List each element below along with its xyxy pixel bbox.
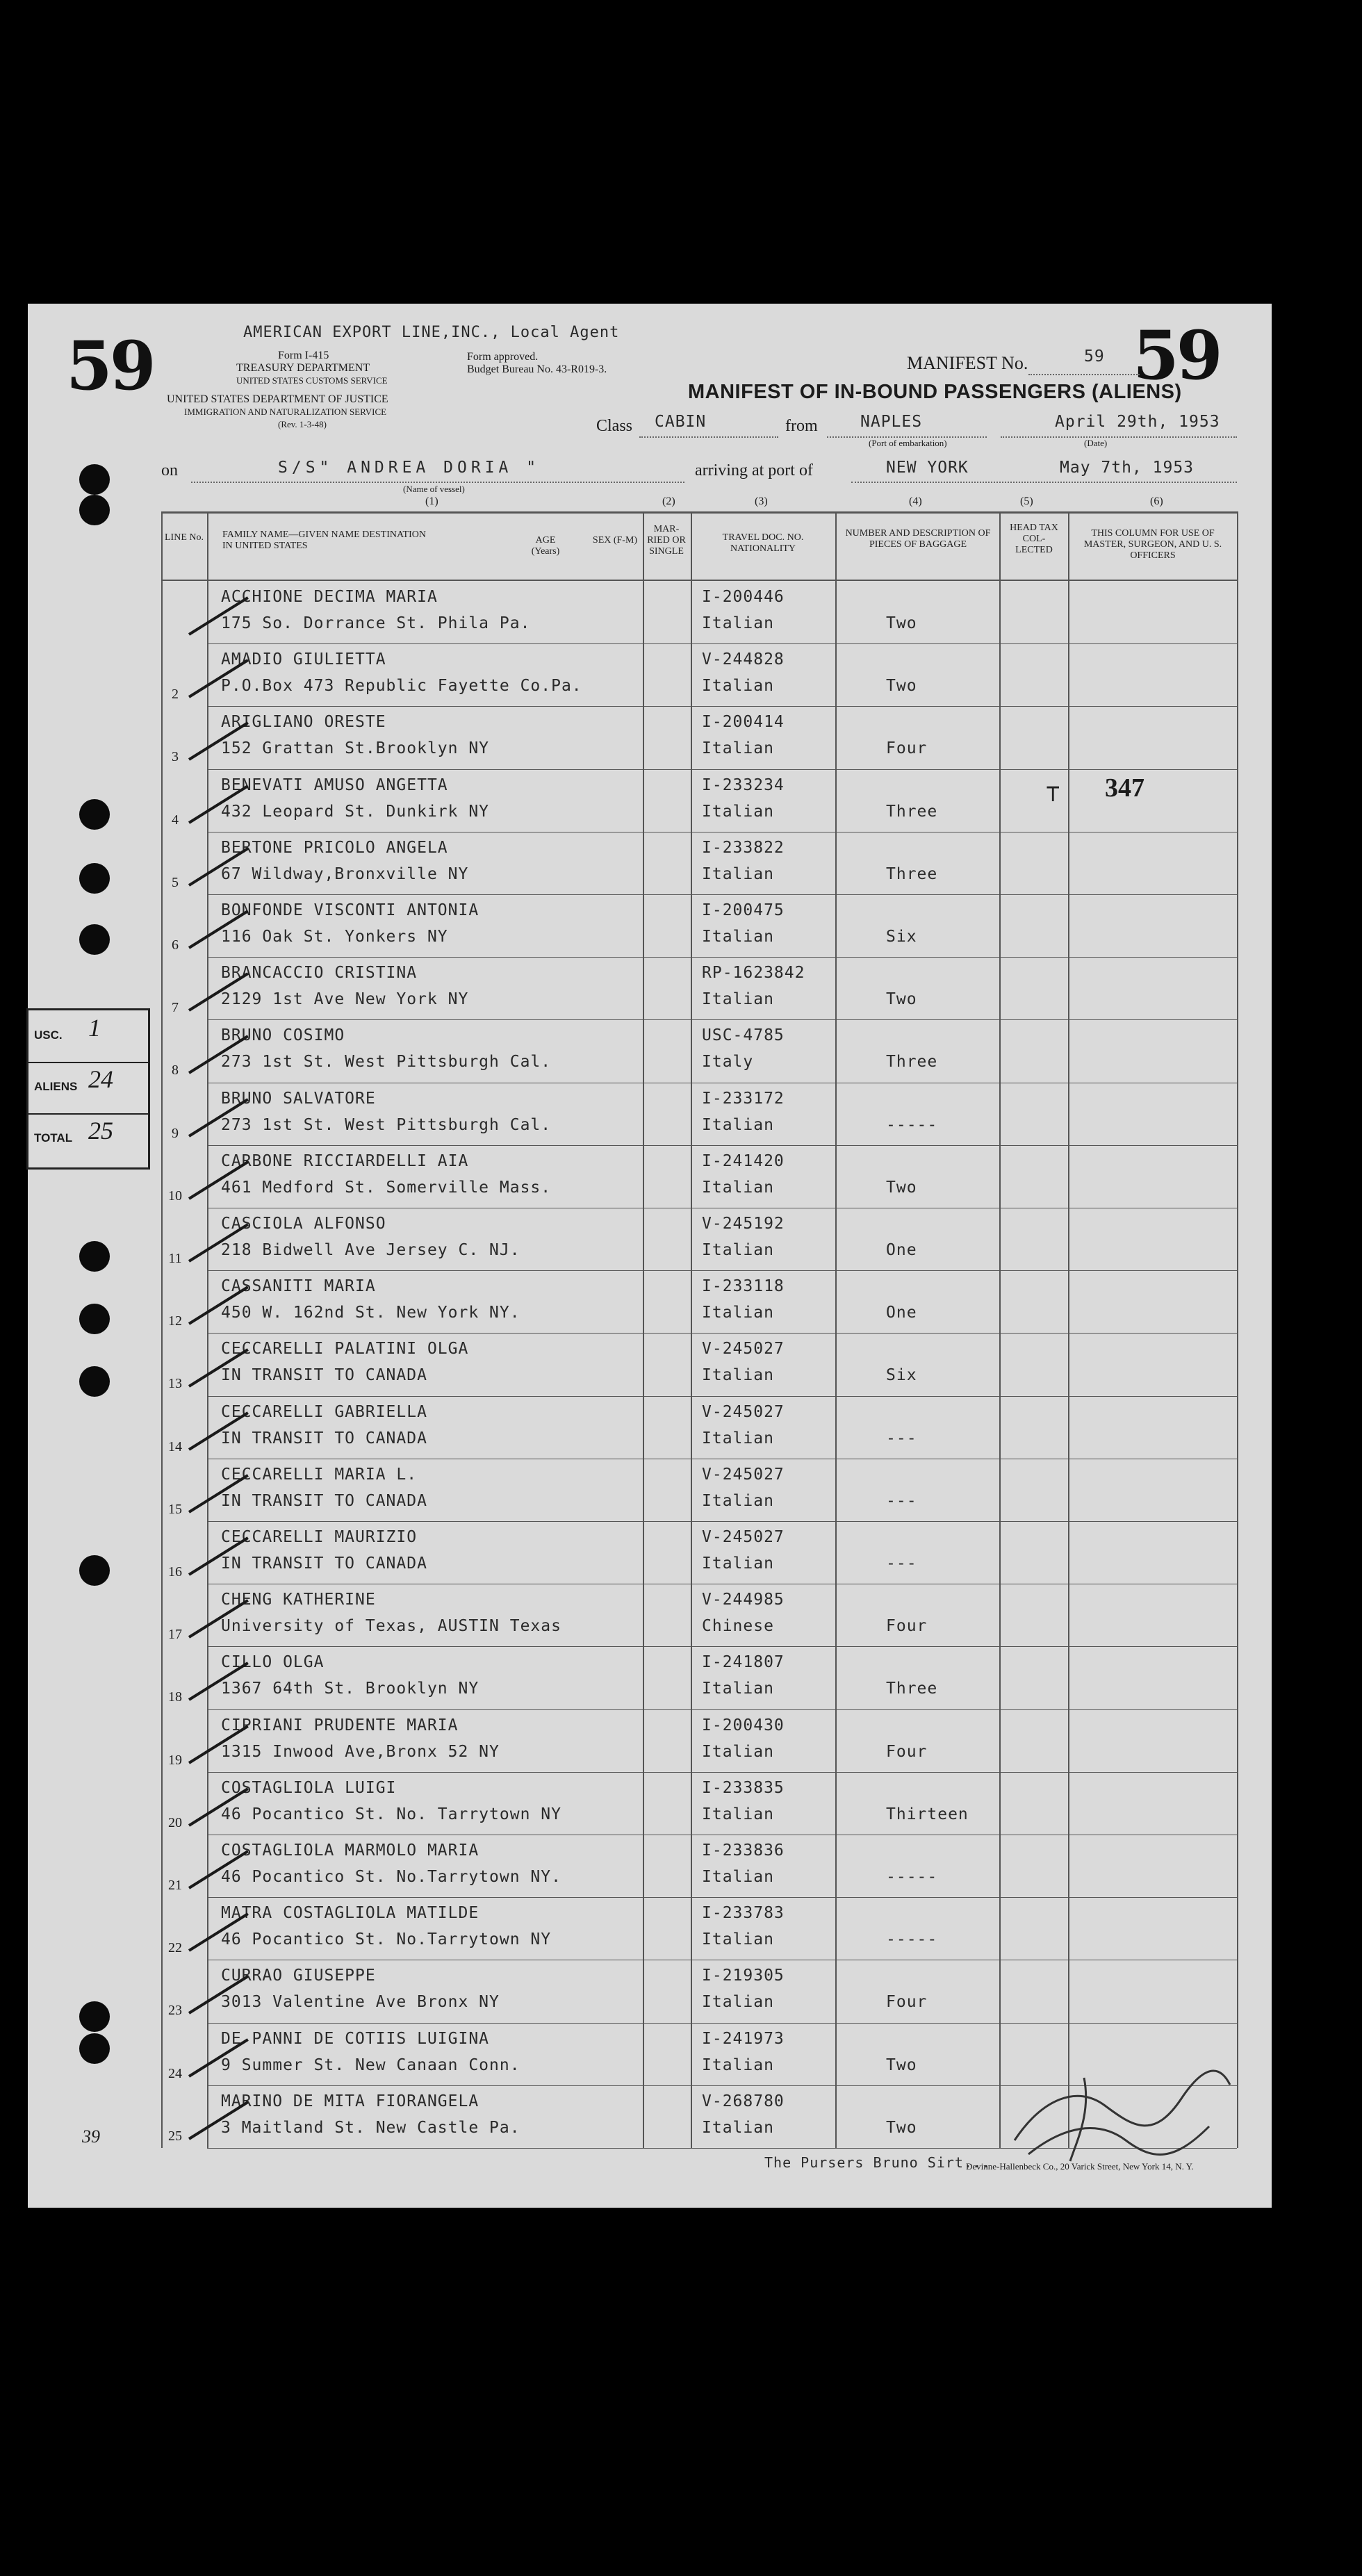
baggage-count: ---: [886, 1429, 917, 1447]
baggage-count: -----: [886, 1868, 938, 1886]
nationality: Italian: [702, 2118, 774, 2137]
class-value: CABIN: [655, 413, 707, 431]
baggage-count: Four: [886, 1993, 928, 2012]
punch-hole: [79, 863, 110, 894]
row-divider: [207, 1019, 1237, 1020]
baggage-count: Three: [886, 802, 938, 821]
row-divider: [207, 1646, 1237, 1647]
col-header-age: AGE (Years): [531, 535, 560, 557]
table-top-border: [161, 511, 1237, 514]
departure-date: April 29th, 1953: [1055, 413, 1220, 431]
travel-doc-number: I-200430: [702, 1716, 785, 1734]
passenger-destination: 46 Pocantico St. No. Tarrytown NY: [221, 1805, 561, 1823]
line-number: 25: [168, 2128, 182, 2144]
line-number: 24: [168, 2065, 182, 2081]
col-header-officers: THIS COLUMN FOR USE OF MASTER, SURGEON, AND U. S. OFFICERS: [1083, 528, 1222, 561]
manifest-page: [28, 304, 1272, 2208]
passenger-destination: IN TRANSIT TO CANADA: [221, 1429, 427, 1447]
manifest-number-left: 59: [66, 327, 154, 405]
baggage-count: One: [886, 1241, 917, 1259]
line-number: 7: [172, 1000, 179, 1016]
officer-signature: [1001, 2057, 1237, 2168]
passenger-name: CHENG KATHERINE: [221, 1591, 376, 1609]
row-divider: [207, 894, 1237, 895]
budget-bureau: Budget Bureau No. 43-R019-3.: [467, 363, 607, 375]
passenger-name: CASSANITI MARIA: [221, 1277, 376, 1296]
nationality: Italian: [702, 1868, 774, 1886]
passenger-destination: IN TRANSIT TO CANADA: [221, 1554, 427, 1573]
nationality: Italian: [702, 1805, 774, 1823]
passenger-destination: 175 So. Dorrance St. Phila Pa.: [221, 614, 531, 632]
travel-doc-number: I-241420: [702, 1151, 785, 1170]
nationality: Italian: [702, 739, 774, 758]
punch-hole: [79, 924, 110, 955]
baggage-count: Two: [886, 990, 917, 1009]
travel-doc-number: I-241807: [702, 1653, 785, 1672]
vessel-caption: (Name of vessel): [403, 484, 465, 494]
arriving-label: arriving at port of: [695, 461, 813, 479]
passenger-destination: 3 Maitland St. New Castle Pa.: [221, 2118, 520, 2137]
col-number-1: (1): [425, 495, 438, 507]
line-number: 11: [168, 1251, 182, 1266]
nationality: Italian: [702, 1304, 774, 1322]
nationality: Italy: [702, 1053, 754, 1072]
travel-doc-number: V-245027: [702, 1402, 785, 1421]
passenger-name: AMADIO GIULIETTA: [221, 650, 386, 669]
col-number-3: (3): [755, 495, 768, 507]
passenger-destination: 450 W. 162nd St. New York NY.: [221, 1304, 520, 1322]
baggage-count: Three: [886, 864, 938, 883]
nationality: Italian: [702, 1491, 774, 1510]
passenger-name: BRUNO COSIMO: [221, 1026, 345, 1045]
travel-doc-number: I-200414: [702, 713, 785, 732]
agent-line: AMERICAN EXPORT LINE,INC., Local Agent: [243, 324, 620, 341]
passenger-name: CARBONE RICCIARDELLI AIA: [221, 1151, 469, 1170]
col-header-sex: SEX (F-M): [592, 535, 638, 545]
passenger-name: BERTONE PRICOLO ANGELA: [221, 838, 448, 857]
passenger-name: MATRA COSTAGLIOLA MATILDE: [221, 1904, 479, 1923]
baggage-count: One: [886, 1304, 917, 1322]
nationality: Italian: [702, 1429, 774, 1447]
line-number: 21: [168, 1878, 182, 1893]
nationality: Italian: [702, 614, 774, 632]
passenger-destination: 46 Pocantico St. No.Tarrytown NY.: [221, 1868, 561, 1886]
row-divider: [207, 1270, 1237, 1271]
punch-hole: [79, 1241, 110, 1272]
baggage-count: ---: [886, 1491, 917, 1510]
baggage-count: Two: [886, 1178, 917, 1197]
on-label: on: [161, 461, 178, 479]
nationality: Italian: [702, 1680, 774, 1698]
line-number: 22: [168, 1940, 182, 1956]
col-header-married: MAR-RIED OR SINGLE: [647, 524, 686, 557]
baggage-count: Two: [886, 2118, 917, 2137]
passenger-destination: P.O.Box 473 Republic Fayette Co.Pa.: [221, 677, 582, 696]
passenger-name: CECCARELLI MARIA L.: [221, 1465, 418, 1484]
travel-doc-number: V-268780: [702, 2092, 785, 2110]
travel-doc-number: RP-1623842: [702, 964, 805, 983]
nationality: Chinese: [702, 1617, 774, 1636]
nationality: Italian: [702, 1178, 774, 1197]
row-divider: [207, 1897, 1237, 1898]
total-count: TOTAL 25: [34, 1117, 113, 1145]
baggage-count: -----: [886, 1115, 938, 1134]
passenger-name: DE PANNI DE COTIIS LUIGINA: [221, 2029, 490, 2048]
passenger-destination: 461 Medford St. Somerville Mass.: [221, 1178, 552, 1197]
row-divider: [207, 1709, 1237, 1710]
passenger-destination: IN TRANSIT TO CANADA: [221, 1491, 427, 1510]
passenger-destination: 116 Oak St. Yonkers NY: [221, 928, 448, 946]
passenger-destination: 46 Pocantico St. No.Tarrytown NY: [221, 1930, 552, 1949]
col-number-5: (5): [1020, 495, 1033, 507]
immigration-service: IMMIGRATION AND NATURALIZATION SERVICE: [184, 407, 387, 417]
col-header-line: LINE No.: [165, 532, 204, 543]
line-number: 14: [168, 1438, 182, 1454]
line-number: 6: [172, 937, 179, 953]
manifest-no-label: MANIFEST No.: [907, 353, 1028, 373]
passenger-name: BRANCACCIO CRISTINA: [221, 964, 418, 983]
nationality: Italian: [702, 928, 774, 946]
baggage-count: Two: [886, 2056, 917, 2074]
travel-doc-number: V-244828: [702, 650, 785, 669]
row-divider: [207, 957, 1237, 958]
nationality: Italian: [702, 2056, 774, 2074]
travel-doc-number: I-233822: [702, 838, 785, 857]
travel-doc-number: I-233172: [702, 1089, 785, 1108]
travel-doc-number: I-233835: [702, 1778, 785, 1797]
passenger-name: CIPRIANI PRUDENTE MARIA: [221, 1716, 459, 1734]
form-revision: (Rev. 1-3-48): [278, 419, 327, 429]
line-number: 18: [168, 1689, 182, 1705]
line-number: 16: [168, 1564, 182, 1580]
from-label: from: [785, 417, 818, 435]
travel-doc-number: V-245027: [702, 1465, 785, 1484]
baggage-count: Three: [886, 1680, 938, 1698]
passenger-name: BRUNO SALVATORE: [221, 1089, 376, 1108]
travel-doc-number: V-245027: [702, 1528, 785, 1546]
line-number: 20: [168, 1814, 182, 1830]
baggage-count: Four: [886, 1617, 928, 1636]
department-of-justice: UNITED STATES DEPARTMENT OF JUSTICE: [167, 393, 388, 405]
punch-hole: [79, 464, 110, 495]
passenger-destination: IN TRANSIT TO CANADA: [221, 1366, 427, 1385]
nationality: Italian: [702, 1742, 774, 1761]
baggage-count: Four: [886, 1742, 928, 1761]
passenger-name: CASCIOLA ALFONSO: [221, 1215, 386, 1233]
passenger-name: CECCARELLI GABRIELLA: [221, 1402, 427, 1421]
baggage-count: Two: [886, 677, 917, 696]
nationality: Italian: [702, 1930, 774, 1949]
row-divider: [207, 2023, 1237, 2024]
passenger-destination: 273 1st St. West Pittsburgh Cal.: [221, 1115, 552, 1134]
punch-hole: [79, 2033, 110, 2064]
punch-hole: [79, 1555, 110, 1586]
passenger-destination: 152 Grattan St.Brooklyn NY: [221, 739, 490, 758]
passenger-name: ARIGLIANO ORESTE: [221, 713, 386, 732]
line-number: 10: [168, 1188, 182, 1204]
passenger-destination: 1367 64th St. Brooklyn NY: [221, 1680, 479, 1698]
nationality: Italian: [702, 864, 774, 883]
col-number-2: (2): [662, 495, 675, 507]
passenger-destination: 2129 1st Ave New York NY: [221, 990, 469, 1009]
date-caption: (Date): [1084, 438, 1108, 448]
nationality: Italian: [702, 1115, 774, 1134]
passenger-name: CURRAO GIUSEPPE: [221, 1967, 376, 1985]
nationality: Italian: [702, 1366, 774, 1385]
passenger-name: CILLO OLGA: [221, 1653, 325, 1672]
nationality: Italian: [702, 1241, 774, 1259]
line-number: 12: [168, 1313, 182, 1329]
table-header-border: [161, 580, 1237, 581]
arrival-port: NEW YORK: [886, 459, 969, 477]
line-number: 2: [172, 687, 179, 703]
baggage-count: -----: [886, 1930, 938, 1949]
travel-doc-number: I-233836: [702, 1841, 785, 1860]
class-label: Class: [596, 417, 633, 435]
line-number: 15: [168, 1501, 182, 1517]
punch-hole: [79, 1366, 110, 1397]
punch-hole: [79, 799, 110, 830]
printer-imprint: Devinne-Hallenbeck Co., 20 Varick Street, New York 14, N. Y.: [966, 2161, 1194, 2172]
row-divider: [207, 1145, 1237, 1146]
line-number: 4: [172, 812, 179, 828]
travel-doc-number: V-245192: [702, 1215, 785, 1233]
nationality: Italian: [702, 1554, 774, 1573]
travel-doc-number: USC-4785: [702, 1026, 785, 1045]
col-header-baggage: NUMBER AND DESCRIPTION OF PIECES OF BAGGAGE: [845, 528, 991, 550]
travel-doc-number: I-200446: [702, 588, 785, 606]
line-number: 9: [172, 1125, 179, 1141]
baggage-count: ---: [886, 1554, 917, 1573]
travel-doc-number: V-244985: [702, 1591, 785, 1609]
nationality: Italian: [702, 802, 774, 821]
passenger-destination: 67 Wildway,Bronxville NY: [221, 864, 469, 883]
manifest-number-right: 59: [1133, 316, 1220, 395]
punch-hole: [79, 495, 110, 525]
line-number: 8: [172, 1063, 179, 1078]
baggage-count: Two: [886, 614, 917, 632]
baggage-count: Three: [886, 1053, 938, 1072]
port-of-embarkation: NAPLES: [860, 413, 923, 431]
passenger-destination: 9 Summer St. New Canaan Conn.: [221, 2056, 520, 2074]
vessel-name: S/S" ANDREA DORIA ": [278, 459, 541, 477]
col-header-head-tax: HEAD TAX COL-LECTED: [1010, 523, 1058, 555]
form-approved: Form approved.: [467, 351, 539, 363]
tick-mark: ⊤: [1046, 780, 1060, 807]
travel-doc-number: I-200475: [702, 901, 785, 919]
line-number: 3: [172, 749, 179, 765]
col-header-name: FAMILY NAME—GIVEN NAME DESTINATION IN UNITED STATES: [222, 530, 426, 551]
travel-doc-number: I-233118: [702, 1277, 785, 1296]
row-divider: [207, 643, 1237, 644]
passenger-name: COSTAGLIOLA MARMOLO MARIA: [221, 1841, 479, 1860]
col-header-travel-doc: TRAVEL DOC. NO. NATIONALITY: [722, 532, 804, 554]
line-number: 13: [168, 1376, 182, 1392]
passenger-name: CECCARELLI PALATINI OLGA: [221, 1340, 469, 1359]
passenger-name: BENEVATI AMUSO ANGETTA: [221, 776, 448, 794]
passenger-name: ACCHIONE DECIMA MARIA: [221, 588, 438, 606]
passenger-name: BONFONDE VISCONTI ANTONIA: [221, 901, 479, 919]
line-number: 5: [172, 874, 179, 890]
manifest-title: MANIFEST OF IN-BOUND PASSENGERS (ALIENS): [688, 381, 1182, 403]
row-divider: [207, 1333, 1237, 1334]
manifest-no-value: 59: [1084, 347, 1105, 366]
passenger-destination: 273 1st St. West Pittsburgh Cal.: [221, 1053, 552, 1072]
passenger-destination: 432 Leopard St. Dunkirk NY: [221, 802, 490, 821]
row-divider: [207, 1396, 1237, 1397]
nationality: Italian: [702, 677, 774, 696]
nationality: Italian: [702, 1993, 774, 2012]
row-divider: [207, 1772, 1237, 1773]
arrival-date: May 7th, 1953: [1060, 459, 1195, 477]
purser-signature-line: The Pursers Bruno Sirt...: [764, 2154, 992, 2171]
travel-doc-number: V-245027: [702, 1340, 785, 1359]
passenger-destination: 3013 Valentine Ave Bronx NY: [221, 1993, 500, 2012]
aliens-count: ALIENS 24: [28, 1062, 148, 1115]
travel-doc-number: I-233783: [702, 1904, 785, 1923]
punch-hole: [79, 1304, 110, 1334]
margin-note: 39: [82, 2126, 100, 2147]
passenger-destination: 218 Bidwell Ave Jersey C. NJ.: [221, 1241, 520, 1259]
treasury-department: TREASURY DEPARTMENT: [236, 362, 370, 374]
customs-service: UNITED STATES CUSTOMS SERVICE: [236, 375, 388, 386]
passenger-name: MARINO DE MITA FIORANGELA: [221, 2092, 479, 2110]
col-number-6: (6): [1150, 495, 1163, 507]
port-caption: (Port of embarkation): [869, 438, 947, 448]
nationality: Italian: [702, 990, 774, 1009]
punch-hole: [79, 2001, 110, 2032]
passenger-destination: 1315 Inwood Ave,Bronx 52 NY: [221, 1742, 500, 1761]
passenger-destination: University of Texas, AUSTIN Texas: [221, 1617, 561, 1636]
line-number: 23: [168, 2003, 182, 2019]
passenger-name: COSTAGLIOLA LUIGI: [221, 1778, 397, 1797]
row-divider: [207, 706, 1237, 707]
line-number: 17: [168, 1627, 182, 1643]
travel-doc-number: I-219305: [702, 1967, 785, 1985]
col-number-4: (4): [909, 495, 922, 507]
travel-doc-number: I-241973: [702, 2029, 785, 2048]
baggage-count: Thirteen: [886, 1805, 969, 1823]
form-number: Form I-415: [278, 350, 329, 361]
passenger-count-box: [26, 1008, 150, 1170]
baggage-count: Six: [886, 928, 917, 946]
baggage-count: Six: [886, 1366, 917, 1385]
line-number: 19: [168, 1752, 182, 1768]
row-divider: [207, 769, 1237, 770]
travel-doc-number: I-233234: [702, 776, 785, 794]
row-divider: [207, 1521, 1237, 1522]
passenger-name: CECCARELLI MAURIZIO: [221, 1528, 418, 1546]
usc-count: USC. 1: [28, 1010, 148, 1063]
annotation-347: 347: [1105, 773, 1144, 803]
baggage-count: Four: [886, 739, 928, 758]
